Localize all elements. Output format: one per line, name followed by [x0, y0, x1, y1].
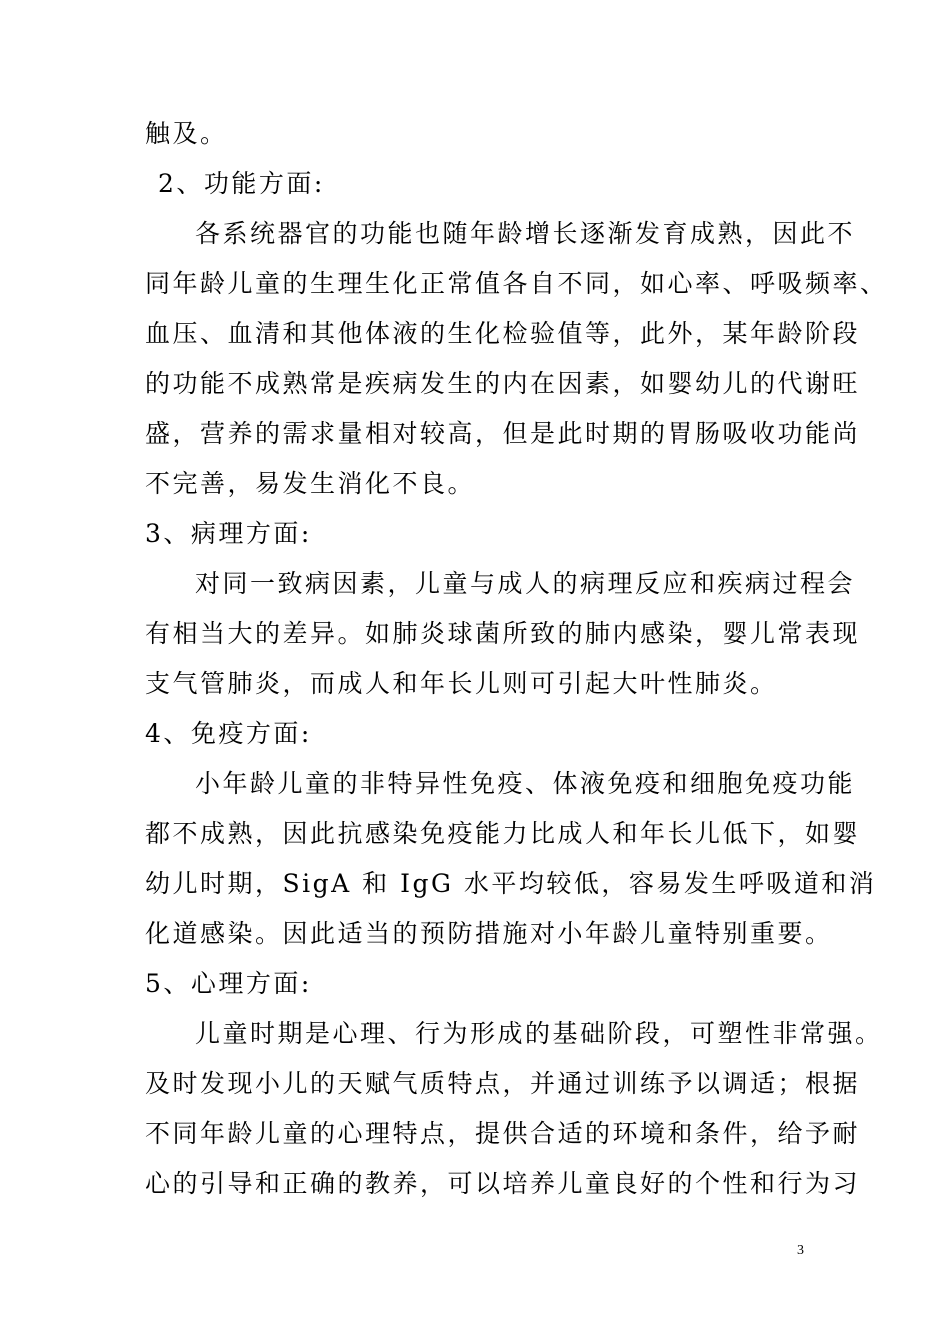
page-number: 3	[797, 1243, 804, 1258]
text-line: 血压、血清和其他体液的生化检验值等，此外，某年龄阶段	[145, 319, 861, 348]
text-line: 盛，营养的需求量相对较高，但是此时期的胃肠吸收功能尚	[145, 419, 861, 448]
text-line: 心的引导和正确的教养，可以培养儿童良好的个性和行为习	[145, 1169, 861, 1198]
section-heading: 4、免疫方面:	[145, 719, 312, 748]
text-line: 儿童时期是心理、行为形成的基础阶段，可塑性非常强。	[195, 1019, 883, 1048]
section-heading: 3、病理方面:	[145, 519, 312, 548]
text-line: 的功能不成熟常是疾病发生的内在因素，如婴幼儿的代谢旺	[145, 369, 861, 398]
text-line: 各系统器官的功能也随年龄增长逐渐发育成熟，因此不	[195, 219, 856, 248]
section-heading: 2、功能方面:	[158, 169, 325, 198]
text-line: 对同一致病因素，儿童与成人的病理反应和疾病过程会	[195, 569, 856, 598]
text-line: 触及。	[145, 119, 228, 148]
text-line: 不完善，易发生消化不良。	[145, 469, 476, 498]
text-line: 化道感染。因此适当的预防措施对小年龄儿童特别重要。	[145, 919, 833, 948]
text-line: 不同年龄儿童的心理特点，提供合适的环境和条件，给予耐	[145, 1119, 861, 1148]
text-line: 有相当大的差异。如肺炎球菌所致的肺内感染，婴儿常表现	[145, 619, 861, 648]
text-line: 同年龄儿童的生理生化正常值各自不同，如心率、呼吸频率、	[145, 269, 888, 298]
text-line: 都不成熟，因此抗感染免疫能力比成人和年长儿低下，如婴	[145, 819, 861, 848]
text-line: 小年龄儿童的非特异性免疫、体液免疫和细胞免疫功能	[195, 769, 856, 798]
section-heading: 5、心理方面:	[145, 969, 312, 998]
text-line: 支气管肺炎，而成人和年长儿则可引起大叶性肺炎。	[145, 669, 778, 698]
text-line: 幼儿时期，SigA 和 IgG 水平均较低，容易发生呼吸道和消	[145, 869, 877, 898]
text-line: 及时发现小儿的天赋气质特点，并通过训练予以调适；根据	[145, 1069, 861, 1098]
